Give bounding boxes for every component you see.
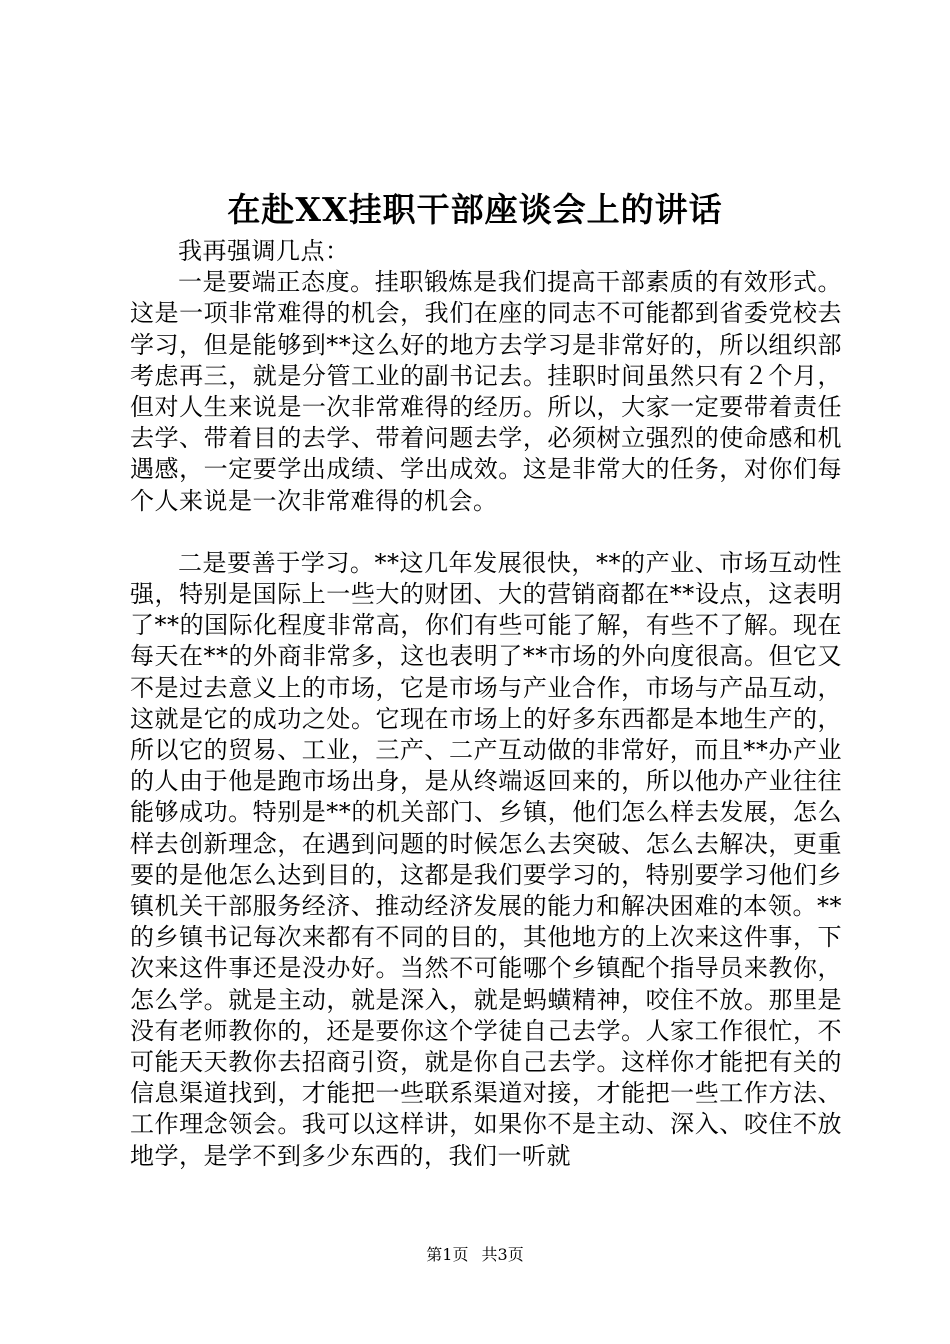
document-title: 在赴XX挂职干部座谈会上的讲话 [227, 190, 723, 229]
paragraph-point-two: 二是要善于学习。**这几年发展很快，**的产业、市场互动性强，特别是国际上一些大的财团、大的营销商都在**设点，这表明了**的国际化程度非常高，你们有些可能了解，有些不了解。现在每天在**的外商非常多，这也表明了**市场的外向度很高。但它又不是过去意义上的市场，它是市场与产业合作，市场与产品互动，这就是它的成功之处。它现在市场上的好多东西都是本地生产的，所以它的贸易、工业，三产、二产互动做的非常好，而且**办产业的人由于他是跑市场出身，是从终端返回来的，所以他办产业往往能够成功。特别是**的机关部门、乡镇，他们怎么样去发展，怎么样去创新理念，在遇到问题的时候怎么去突破、怎么去解决，更重要的是他怎么达到目的，这都是我们要学习的，特别要学习他们乡镇机关干部服务经济、推动经济发展的能力和解决困难的本领。**的乡镇书记每次来都有不同的目的，其他地方的上次来这件事，下次来这件事还是没办好。当然不可能哪个乡镇配个指导员来教你，怎么学。就是主动，就是深入，就是蚂蟥精神，咬住不放。那里是没有老师教你的，还是要你这个学徒自己去学。人家工作很忙，不可能天天教你去招商引资，就是你自己去学。这样你才能把有关的信息渠道找到，才能把一些联系渠道对接，才能把一些工作方法、工作理念领会。我可以这样讲，如果你不是主动、深入、咬住不放地学，是学不到多少东西的，我们一听就 [130, 548, 842, 1170]
page-footer [0, 1244, 950, 1266]
paragraph-point-one: 一是要端正态度。挂职锻炼是我们提高干部素质的有效形式。这是一项非常难得的机会，我们在座的同志不可能都到省委党校去学习，但是能够到**这么好的地方去学习是非常好的，所以组织部考虑再三，就是分管工业的副书记去。挂职时间虽然只有２个月，但对人生来说是一次非常难得的经历。所以，大家一定要带着责任去学、带着目的去学、带着问题去学，必须树立强烈的使命感和机遇感，一定要学出成绩、学出成效。这是非常大的任务，对你们每个人来说是一次非常难得的机会。 [130, 268, 842, 515]
page-total: 共3页 [481, 1245, 524, 1264]
document-body [130, 236, 842, 1172]
page-number: 第1页 [426, 1245, 469, 1264]
paragraph-intro: 我再强调几点： [178, 237, 350, 265]
